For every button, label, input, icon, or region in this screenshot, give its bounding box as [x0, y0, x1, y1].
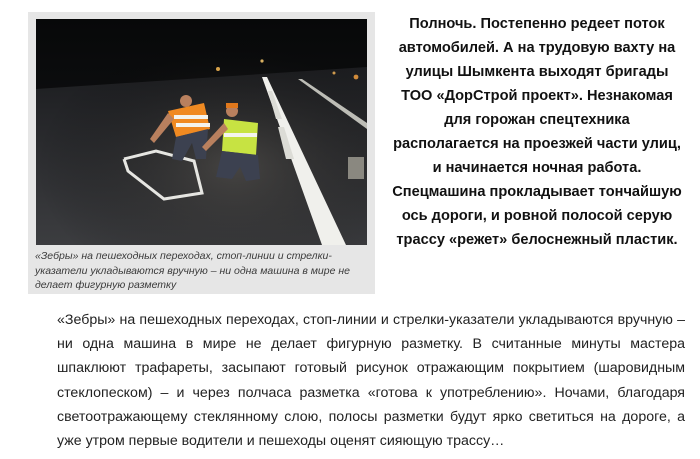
- body-paragraph: «Зебры» на пешеходных переходах, стоп-линии и стрелки-указатели укладываются вручную – ни одна машина в мире не делает фигурную разметку. В считанные минуты мастера шпаклюют трафареты, засыпают готовый рисунок отражающим покрытием (шаровидным стеклопеском) – и через полчаса разметка «готова к употреблению». Ночами, благодаря светоотражающему стеклянному слою, полосы разметки будут ярко светиться на дороге, а уже утром первые водители и пешеходы оценят сияющую трассу…: [57, 312, 685, 450]
- night-road-photo: [36, 19, 367, 245]
- photo-figure: [28, 12, 375, 294]
- lead-paragraph: Полночь. Постепенно редеет поток автомобилей. А на трудовую вахту на улицы Шымкента выходят бригады ТОО «ДорСтрой проект». Незнакомая для горожан спецтехника располагается на проезжей части улиц, и начинается ночная работа. Спецмашина прокладывает тончайшую ось дороги, и ровной полосой серую трассу «режет» белоснежный пластик.: [392, 16, 682, 248]
- photo-caption: «Зебры» на пешеходных переходах, стоп-линии и стрелки-указатели укладываются вручную – ни одна машина в мире не делает фигурную разметку: [35, 250, 350, 291]
